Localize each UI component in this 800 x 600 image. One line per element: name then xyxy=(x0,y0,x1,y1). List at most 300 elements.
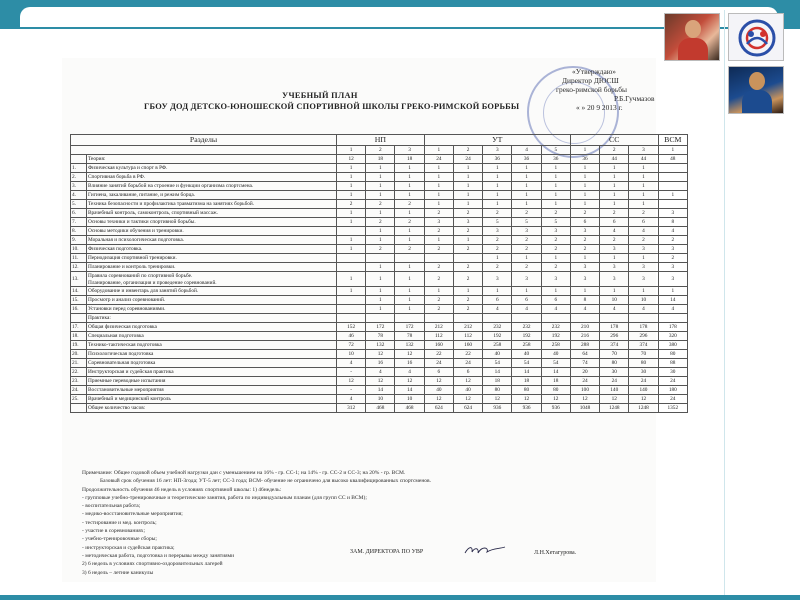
value-cell: 4 xyxy=(366,368,395,377)
row-label xyxy=(87,200,337,209)
table-row xyxy=(71,359,688,368)
header-group-ss: СС xyxy=(570,135,658,146)
value-cell: 48 xyxy=(658,155,687,164)
note-line: Примечание: Общее годовой объем учебной нагрузки дан с уменьшением на 16% - гр. СС-1; на 14% - гр. СС-2 и СС-3; на 20% - гр. ВСМ. xyxy=(82,470,406,476)
value-cell: 3 xyxy=(453,218,482,227)
value-cell: 624 xyxy=(453,404,482,413)
row-label xyxy=(87,191,337,200)
value-cell: 24 xyxy=(424,155,453,164)
value-cell: 1 xyxy=(424,182,453,191)
value-cell: 12 xyxy=(453,395,482,404)
value-cell: 216 xyxy=(570,332,599,341)
value-cell: 88 xyxy=(658,359,687,368)
value-cell: 14 xyxy=(366,386,395,395)
value-cell: 2 xyxy=(541,209,570,218)
value-cell: 1 xyxy=(337,236,366,245)
row-number: 5. xyxy=(71,200,87,209)
row-number: 23. xyxy=(71,377,87,386)
value-cell: 152 xyxy=(337,323,366,332)
row-label-text: Соревновательная подготовка xyxy=(88,360,156,366)
value-cell: 468 xyxy=(395,404,424,413)
value-cell xyxy=(512,314,541,323)
value-cell: 74 xyxy=(570,359,599,368)
year-cell: 2 xyxy=(600,146,629,155)
note-line: - учебно-тренировочные сборы; xyxy=(82,536,157,543)
value-cell: 1 xyxy=(395,287,424,296)
value-cell: 4 xyxy=(600,305,629,314)
row-label xyxy=(87,305,337,314)
value-cell: 1 xyxy=(600,173,629,182)
table-row xyxy=(71,350,688,359)
value-cell: 12 xyxy=(629,395,658,404)
row-number: 6. xyxy=(71,209,87,218)
value-cell: 16 xyxy=(366,359,395,368)
value-cell: 100 xyxy=(570,386,599,395)
value-cell: 172 xyxy=(395,323,424,332)
value-cell: 6 xyxy=(453,368,482,377)
row-label xyxy=(87,323,337,332)
value-cell: 212 xyxy=(424,323,453,332)
value-cell: 2 xyxy=(629,209,658,218)
value-cell xyxy=(658,182,687,191)
value-cell: 1 xyxy=(483,182,512,191)
value-cell: 80 xyxy=(658,350,687,359)
value-cell: 2 xyxy=(512,263,541,272)
table-years-row xyxy=(71,146,688,155)
value-cell: 1 xyxy=(541,287,570,296)
value-cell: 3 xyxy=(658,209,687,218)
value-cell: 2 xyxy=(453,272,482,287)
row-number: 25. xyxy=(71,395,87,404)
value-cell: 3 xyxy=(629,272,658,287)
value-cell: 12 xyxy=(395,350,424,359)
value-cell: 6 xyxy=(424,368,453,377)
row-number: 17. xyxy=(71,323,87,332)
table-row xyxy=(71,314,688,323)
value-cell: 1048 xyxy=(570,404,599,413)
row-label-text: Просмотр и анализ соревнований. xyxy=(88,297,166,303)
value-cell: 1 xyxy=(395,191,424,200)
note-line: 3) 6 недель – летние каникулы xyxy=(82,569,154,576)
row-label-text: Техника безопасности и профилактика травматизма на занятиях борьбой. xyxy=(88,201,255,207)
table-row xyxy=(71,182,688,191)
value-cell: 24 xyxy=(453,359,482,368)
curriculum-table xyxy=(70,134,688,413)
value-cell: 1 xyxy=(483,287,512,296)
value-cell: 30 xyxy=(658,368,687,377)
value-cell xyxy=(483,314,512,323)
row-label xyxy=(87,368,337,377)
signature-mark-icon xyxy=(463,544,507,556)
approval-block xyxy=(556,67,655,112)
row-label xyxy=(87,254,337,263)
value-cell: 2 xyxy=(453,263,482,272)
value-cell: 2 xyxy=(541,245,570,254)
value-cell: 1 xyxy=(366,287,395,296)
row-label-text: Моральная и психологическая подготовка. xyxy=(88,237,185,243)
value-cell: 1 xyxy=(483,164,512,173)
value-cell: 12 xyxy=(512,395,541,404)
value-cell: 1 xyxy=(629,287,658,296)
value-cell: 3 xyxy=(600,263,629,272)
value-cell: 3 xyxy=(658,245,687,254)
value-cell: 18 xyxy=(512,377,541,386)
value-cell: 1 xyxy=(366,173,395,182)
row-label xyxy=(87,155,337,164)
value-cell: 258 xyxy=(541,341,570,350)
table-row xyxy=(71,386,688,395)
value-cell: 80 xyxy=(541,386,570,395)
value-cell: 24 xyxy=(658,395,687,404)
row-label-text: Приемные переводные испытания xyxy=(88,378,166,384)
value-cell: 12 xyxy=(337,155,366,164)
value-cell: 1 xyxy=(366,272,395,287)
value-cell: 6 xyxy=(512,296,541,305)
approval-line: Р.Б.Гучмазов xyxy=(614,94,655,103)
row-label-text: Практика: xyxy=(88,315,111,321)
row-label xyxy=(87,173,337,182)
row-label xyxy=(87,209,337,218)
row-label xyxy=(87,272,337,287)
value-cell: 1 xyxy=(337,191,366,200)
value-cell: 14 xyxy=(541,368,570,377)
value-cell: 1 xyxy=(366,209,395,218)
row-number: 12. xyxy=(71,263,87,272)
value-cell: 12 xyxy=(366,377,395,386)
value-cell: 5 xyxy=(512,218,541,227)
value-cell: 3 xyxy=(541,227,570,236)
table-row xyxy=(71,368,688,377)
value-cell: 374 xyxy=(600,341,629,350)
value-cell: 4 xyxy=(570,305,599,314)
value-cell: 1 xyxy=(424,173,453,182)
value-cell: 2 xyxy=(453,245,482,254)
value-cell: 1 xyxy=(395,173,424,182)
year-cell: 1 xyxy=(658,146,687,155)
value-cell: 1 xyxy=(600,191,629,200)
value-cell: 1 xyxy=(424,287,453,296)
value-cell xyxy=(337,296,366,305)
value-cell xyxy=(337,227,366,236)
row-label-text: Планирование и контроль тренировки. xyxy=(88,264,176,270)
value-cell: 10 xyxy=(395,395,424,404)
row-label xyxy=(87,263,337,272)
table-row xyxy=(71,323,688,332)
value-cell: 6 xyxy=(629,218,658,227)
value-cell: 2 xyxy=(366,245,395,254)
value-cell: 1 xyxy=(453,173,482,182)
row-label-text: Инструкторская и судейская практика xyxy=(88,369,174,375)
value-cell: 3 xyxy=(541,272,570,287)
value-cell: 36 xyxy=(512,155,541,164)
row-number: 20. xyxy=(71,350,87,359)
value-cell: 4 xyxy=(629,227,658,236)
table-row xyxy=(71,377,688,386)
value-cell: 24 xyxy=(424,359,453,368)
value-cell: 2 xyxy=(366,218,395,227)
wrestling-logo-icon xyxy=(728,13,784,61)
value-cell: 54 xyxy=(541,359,570,368)
value-cell: 1 xyxy=(395,296,424,305)
row-number: 14. xyxy=(71,287,87,296)
table-row xyxy=(71,191,688,200)
slide-left-rail xyxy=(0,29,20,595)
value-cell xyxy=(453,254,482,263)
value-cell: 1 xyxy=(337,272,366,287)
value-cell: 258 xyxy=(512,341,541,350)
value-cell: 1 xyxy=(366,296,395,305)
row-label xyxy=(87,386,337,395)
value-cell: 24 xyxy=(600,377,629,386)
value-cell xyxy=(424,314,453,323)
value-cell: 1 xyxy=(337,164,366,173)
value-cell: 1 xyxy=(512,287,541,296)
value-cell: 320 xyxy=(658,332,687,341)
champion-photo-icon xyxy=(728,66,784,114)
value-cell: 2 xyxy=(424,245,453,254)
value-cell: 1 xyxy=(600,287,629,296)
value-cell: 212 xyxy=(453,323,482,332)
row-label-text: Физическая культура и спорт в РФ. xyxy=(88,165,168,171)
year-cell: 4 xyxy=(512,146,541,155)
wrestler-photo-icon xyxy=(664,13,720,61)
value-cell xyxy=(366,314,395,323)
value-cell: 1 xyxy=(337,218,366,227)
value-cell: 1 xyxy=(395,236,424,245)
value-cell: 22 xyxy=(424,350,453,359)
value-cell: 1 xyxy=(629,200,658,209)
value-cell: 312 xyxy=(337,404,366,413)
table-row xyxy=(71,227,688,236)
value-cell: 2 xyxy=(600,209,629,218)
value-cell: 192 xyxy=(512,332,541,341)
note-line: - методическая работа, подготовка и перерывы между занятиями xyxy=(82,552,235,559)
value-cell: 1 xyxy=(366,263,395,272)
value-cell: 3 xyxy=(629,263,658,272)
row-number: 4. xyxy=(71,191,87,200)
row-label-text: Общая физическая подготовка xyxy=(88,324,157,330)
value-cell: 1 xyxy=(483,191,512,200)
table-row xyxy=(71,272,688,287)
value-cell xyxy=(366,254,395,263)
value-cell: 1 xyxy=(424,236,453,245)
value-cell: 1 xyxy=(570,191,599,200)
row-label-text: Периодизация спортивной тренировки. xyxy=(88,255,177,261)
note-line: - инструкторская и судейская практика; xyxy=(82,544,175,551)
table-row xyxy=(71,305,688,314)
value-cell: 192 xyxy=(483,332,512,341)
doc-title: УЧЕБНЫЙ ПЛАН xyxy=(282,91,358,100)
row-label-text: Основы методики обучения и тренировки. xyxy=(88,228,184,234)
table-row xyxy=(71,332,688,341)
value-cell: 178 xyxy=(600,323,629,332)
value-cell: 3 xyxy=(600,245,629,254)
row-label-text: Основы техники и тактики спортивной борьбы. xyxy=(88,219,196,225)
value-cell xyxy=(395,254,424,263)
value-cell: 1 xyxy=(541,182,570,191)
table-row xyxy=(71,395,688,404)
approval-line: Директор ДЮСШ xyxy=(562,76,619,85)
row-number: 21. xyxy=(71,359,87,368)
value-cell: 36 xyxy=(541,155,570,164)
value-cell xyxy=(658,314,687,323)
note-line: - групповые учебно-тренировочные и теоретические занятия, работа по индивидуальным планам (для групп СС и ВСМ); xyxy=(82,494,367,501)
value-cell: 1 xyxy=(483,173,512,182)
value-cell: 14 xyxy=(395,386,424,395)
table-row xyxy=(71,296,688,305)
value-cell: 2 xyxy=(483,236,512,245)
value-cell: 2 xyxy=(424,263,453,272)
value-cell: 70 xyxy=(600,350,629,359)
value-cell: 20 xyxy=(570,368,599,377)
value-cell: 1 xyxy=(453,164,482,173)
row-label-text: Влияние занятий борьбой на строение и функции организма спортсмена. xyxy=(88,183,254,189)
note-line: Продолжительность обучения 46 недель в условиях спортивной школы: 1) 46недель: xyxy=(82,486,282,493)
value-cell: 4 xyxy=(541,305,570,314)
value-cell: 1 xyxy=(629,191,658,200)
year-cell: 2 xyxy=(366,146,395,155)
note-line: - участие в соревнованиях; xyxy=(82,528,146,535)
value-cell: 2 xyxy=(453,227,482,236)
value-cell: 2 xyxy=(541,263,570,272)
value-cell: 178 xyxy=(629,323,658,332)
value-cell: 1 xyxy=(453,182,482,191)
value-cell: 2 xyxy=(395,218,424,227)
value-cell: 18 xyxy=(395,155,424,164)
value-cell: 2 xyxy=(483,209,512,218)
header-sections: Разделы xyxy=(71,135,337,146)
approval-line: греко-римской борьбы xyxy=(556,85,627,94)
value-cell: 2 xyxy=(395,200,424,209)
row-label-text: Правила соревнований по спортивной борьбе. xyxy=(88,272,193,279)
value-cell: 2 xyxy=(629,236,658,245)
value-cell xyxy=(541,314,570,323)
row-label-text: Специальная подготовка xyxy=(88,333,144,339)
value-cell: 18 xyxy=(366,155,395,164)
value-cell xyxy=(395,314,424,323)
row-number: 16. xyxy=(71,305,87,314)
value-cell xyxy=(570,314,599,323)
value-cell: 4 xyxy=(658,227,687,236)
value-cell: 1 xyxy=(570,254,599,263)
value-cell: 78 xyxy=(366,332,395,341)
row-number xyxy=(71,314,87,323)
value-cell: 1 xyxy=(366,182,395,191)
header-group-vsm: ВСМ xyxy=(658,135,687,146)
value-cell: 44 xyxy=(600,155,629,164)
value-cell: 1 xyxy=(366,305,395,314)
row-label-text: Технико-тактическая подготовка xyxy=(88,342,162,348)
value-cell: 14 xyxy=(658,296,687,305)
value-cell xyxy=(337,263,366,272)
table-row xyxy=(71,404,688,413)
value-cell xyxy=(658,164,687,173)
value-cell: 1 xyxy=(512,191,541,200)
value-cell: 1 xyxy=(512,200,541,209)
value-cell: 24 xyxy=(658,377,687,386)
value-cell: 1 xyxy=(512,182,541,191)
value-cell: 10 xyxy=(366,395,395,404)
value-cell: 64 xyxy=(570,350,599,359)
years-blank-cell xyxy=(71,146,337,155)
value-cell: 4 xyxy=(658,305,687,314)
note-line: - воспитательная работа; xyxy=(82,503,141,510)
row-number: 1. xyxy=(71,164,87,173)
value-cell: 1 xyxy=(453,236,482,245)
value-cell: - xyxy=(337,386,366,395)
value-cell: 140 xyxy=(629,386,658,395)
value-cell: 1 xyxy=(541,191,570,200)
value-cell: 1 xyxy=(395,263,424,272)
row-number: 11. xyxy=(71,254,87,263)
value-cell: 1 xyxy=(541,164,570,173)
value-cell: 5 xyxy=(541,218,570,227)
value-cell: 1 xyxy=(424,191,453,200)
value-cell: 70 xyxy=(629,350,658,359)
value-cell: 3 xyxy=(570,272,599,287)
value-cell: 1 xyxy=(453,287,482,296)
year-cell: 1 xyxy=(570,146,599,155)
value-cell: 1 xyxy=(600,200,629,209)
value-cell: 1 xyxy=(453,200,482,209)
row-number: 7. xyxy=(71,218,87,227)
value-cell: 12 xyxy=(337,377,366,386)
row-label-text: Гигиена, закаливание, питание, и режим борца. xyxy=(88,192,196,198)
value-cell: 80 xyxy=(629,359,658,368)
value-cell: 140 xyxy=(600,386,629,395)
year-cell: 1 xyxy=(337,146,366,155)
value-cell: 12 xyxy=(541,395,570,404)
value-cell: 4 xyxy=(337,359,366,368)
value-cell: 4 xyxy=(600,227,629,236)
value-cell: 258 xyxy=(483,341,512,350)
value-cell: 2 xyxy=(424,209,453,218)
value-cell: 18 xyxy=(541,377,570,386)
value-cell: 1 xyxy=(337,245,366,254)
value-cell: 1 xyxy=(570,287,599,296)
row-number: 19. xyxy=(71,341,87,350)
value-cell: 2 xyxy=(570,236,599,245)
value-cell: 1 xyxy=(337,287,366,296)
value-cell: 1 xyxy=(337,182,366,191)
value-cell: 1 xyxy=(658,287,687,296)
value-cell: 1 xyxy=(629,182,658,191)
row-label-text: Установки перед соревнованиями. xyxy=(88,306,166,312)
value-cell: 12 xyxy=(395,377,424,386)
value-cell: 296 xyxy=(600,332,629,341)
value-cell: 40 xyxy=(483,350,512,359)
value-cell: - xyxy=(337,368,366,377)
value-cell: 2 xyxy=(658,236,687,245)
value-cell: 3 xyxy=(570,227,599,236)
note-line: 2) 6 недель в условиях спортивно-оздоровительных лагерей xyxy=(82,561,223,568)
value-cell: 1 xyxy=(424,200,453,209)
row-number: 22. xyxy=(71,368,87,377)
value-cell: 936 xyxy=(512,404,541,413)
value-cell: 2 xyxy=(366,200,395,209)
value-cell xyxy=(337,254,366,263)
value-cell: 192 xyxy=(541,332,570,341)
value-cell: 1 xyxy=(600,182,629,191)
value-cell: 14 xyxy=(512,368,541,377)
row-label-text: Оборудование и инвентарь для занятий борьбой. xyxy=(88,288,199,294)
value-cell: 1 xyxy=(541,173,570,182)
row-number: 24. xyxy=(71,386,87,395)
value-cell: 1 xyxy=(395,182,424,191)
value-cell: 232 xyxy=(541,323,570,332)
row-label xyxy=(87,164,337,173)
value-cell: 1 xyxy=(337,209,366,218)
